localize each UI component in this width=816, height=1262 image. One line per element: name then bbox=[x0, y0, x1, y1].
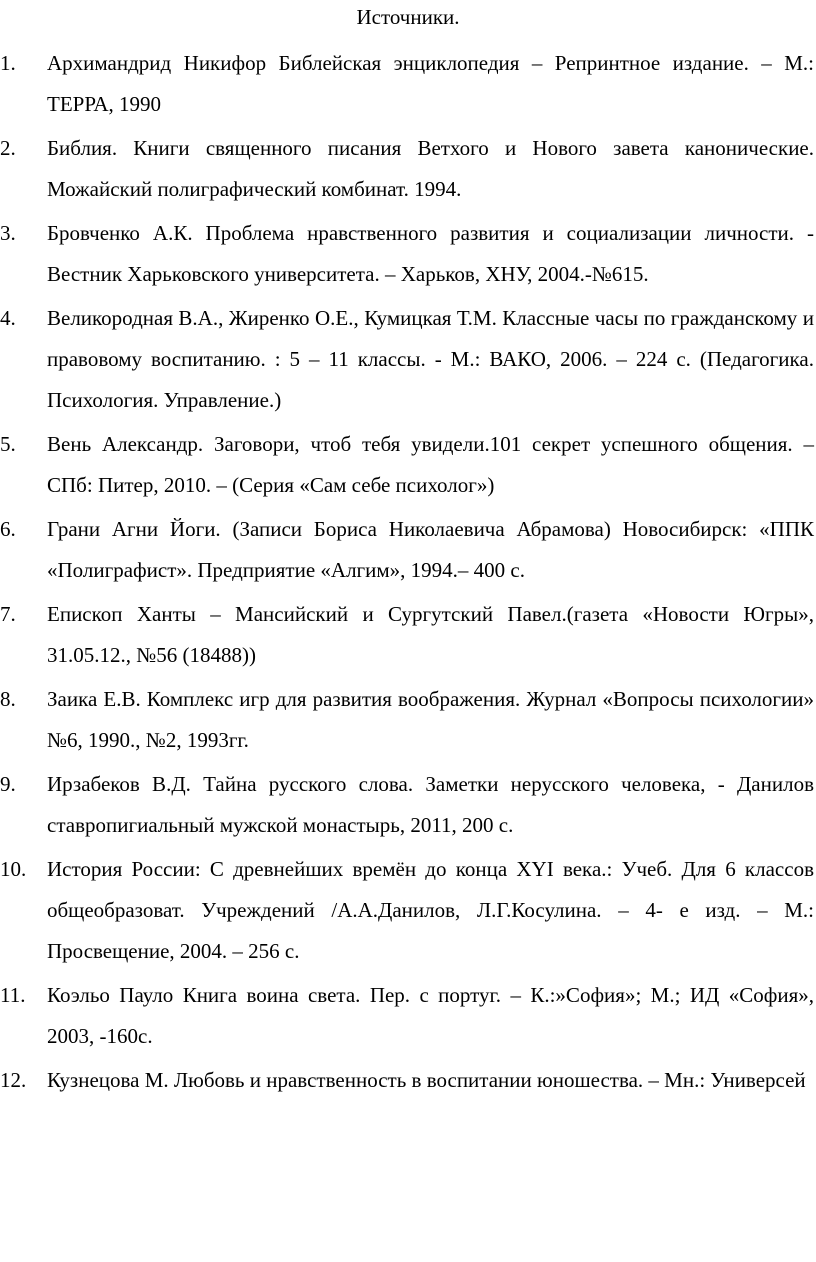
item-text: Кузнецова М. Любовь и нравственность в воспитании юношества. – Мн.: Универсей bbox=[47, 1068, 806, 1092]
list-item bbox=[0, 594, 816, 676]
item-text: Библия. Книги священного писания Ветхого и Нового завета канонические. Можайский полиграфический комбинат. 1994. bbox=[47, 136, 814, 201]
item-number: 10. bbox=[0, 857, 27, 881]
item-text: Епископ Ханты – Мансийский и Сургутский Павел.(газета «Новости Югры», 31.05.12., №56 (18488)) bbox=[47, 602, 814, 667]
item-text: История России: С древнейших времён до конца XYI века.: Учеб. Для 6 классов общеобразоват. Учреждений /А.А.Данилов, Л.Г.Косулина. – 4- е изд. – М.: Просвещение, 2004. – 256 с. bbox=[47, 857, 814, 963]
list-item bbox=[0, 679, 816, 761]
item-number: 11. bbox=[0, 983, 26, 1007]
item-text: Грани Агни Йоги. (Записи Бориса Николаевича Абрамова) Новосибирск: «ППК «Полиграфист». Предприятие «Алгим», 1994.– 400 с. bbox=[47, 517, 814, 582]
item-text: Бровченко А.К. Проблема нравственного развития и социализации личности. - Вестник Харьковского университета. – Харьков, ХНУ, 2004.-№615. bbox=[47, 221, 814, 286]
list-item bbox=[0, 298, 816, 421]
item-text: Ирзабеков В.Д. Тайна русского слова. Заметки нерусского человека, - Данилов ставропигиальный мужской монастырь, 2011, 200 с. bbox=[47, 772, 814, 837]
item-text: Коэльо Пауло Книга воина света. Пер. с португ. – К.:»София»; М.; ИД «София», 2003, -160с. bbox=[47, 983, 814, 1048]
item-number: 8. bbox=[0, 687, 16, 711]
list-item bbox=[0, 424, 816, 506]
item-text: Великородная В.А., Жиренко О.Е., Кумицкая Т.М. Классные часы по гражданскому и правовому воспитанию. : 5 – 11 классы. - М.: ВАКО, 2006. – 224 с. (Педагогика. Психология. Управление.) bbox=[47, 306, 814, 412]
list-item bbox=[0, 975, 816, 1057]
page-title: Источники. bbox=[356, 5, 460, 29]
item-number: 9. bbox=[0, 772, 16, 796]
item-text: Вень Александр. Заговори, чтоб тебя увидели.101 секрет успешного общения. – СПб: Питер, 2010. – (Серия «Сам себе психолог») bbox=[47, 432, 814, 497]
item-text: Архимандрид Никифор Библейская энциклопедия – Репринтное издание. – М.: ТЕРРА, 1990 bbox=[47, 51, 814, 116]
list-item bbox=[0, 43, 816, 125]
list-item bbox=[0, 1060, 816, 1101]
item-number: 2. bbox=[0, 136, 16, 160]
item-number: 1. bbox=[0, 51, 16, 75]
item-number: 3. bbox=[0, 221, 16, 245]
list-item bbox=[0, 128, 816, 210]
reference-list bbox=[0, 43, 816, 1104]
item-number: 6. bbox=[0, 517, 16, 541]
list-item bbox=[0, 509, 816, 591]
list-item bbox=[0, 849, 816, 972]
item-text: Заика Е.В. Комплекс игр для развития воображения. Журнал «Вопросы психологии» №6, 1990., №2, 1993гг. bbox=[47, 687, 814, 752]
item-number: 7. bbox=[0, 602, 16, 626]
list-item bbox=[0, 213, 816, 295]
list-item bbox=[0, 764, 816, 846]
item-number: 5. bbox=[0, 432, 16, 456]
item-number: 4. bbox=[0, 306, 16, 330]
item-number: 12. bbox=[0, 1068, 27, 1092]
